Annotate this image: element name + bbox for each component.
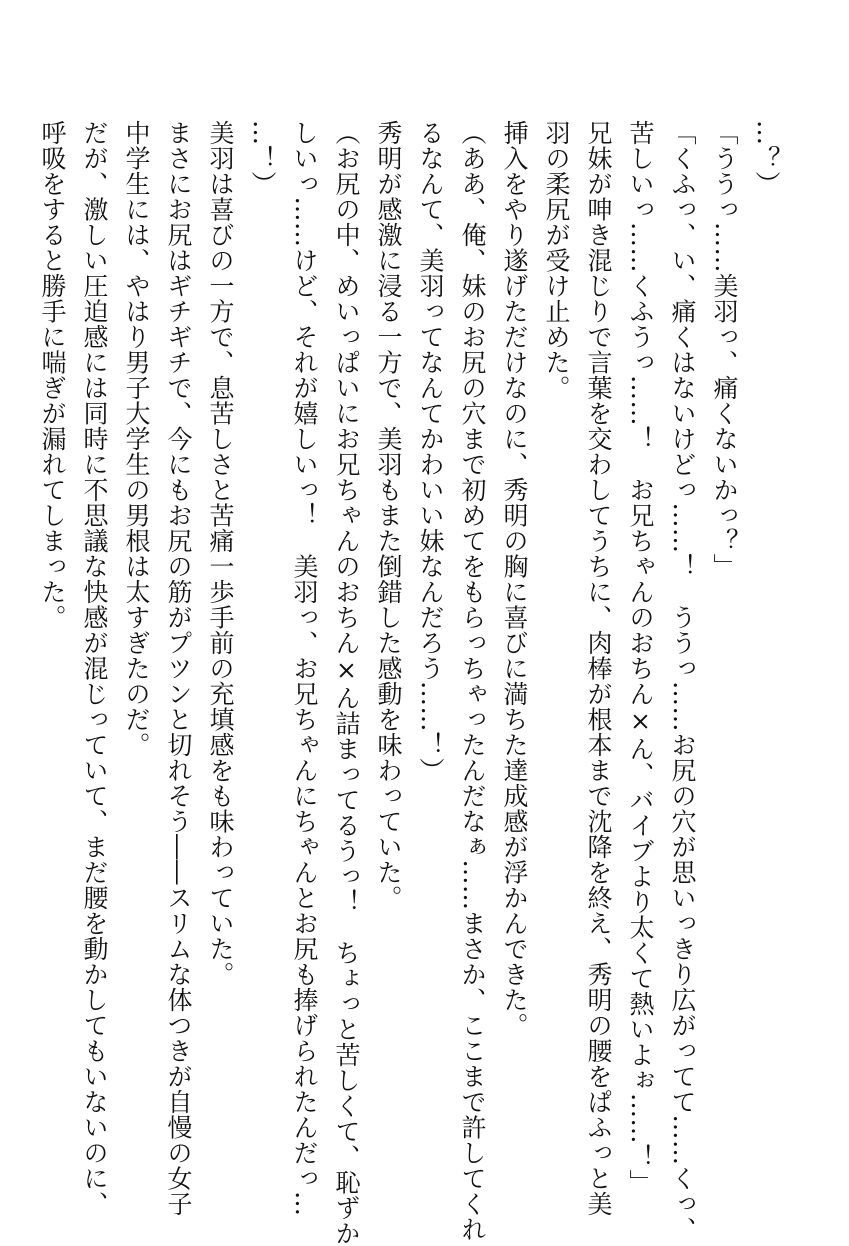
text-line-11: （お尻の中、めいっぱいにお兄ちゃんのおちん×ん詰まってるうっ！ ちょっと苦しくて、恥ずか [332, 120, 361, 1246]
text-line-18: 呼吸をすると勝手に喘ぎが漏れてしまった。 [38, 120, 67, 630]
text-line-4: 苦しいっ……くふうっ……！ お兄ちゃんのおちん×ん、バイブより太くて熱いよぉ……！」 [626, 120, 655, 1195]
text-line-3: 「くふっ、い、痛くはないけどっ……！ ううっ……お尻の穴が思いっきり広がってて……くっ、 [668, 120, 697, 1242]
text-line-16: 中学生には、やはり男子大学生の男根は太すぎたのだ。 [122, 120, 151, 758]
vertical-text-block [38, 120, 787, 1246]
text-line-8: （ああ、俺、妹のお尻の穴まで初めてをもらっちゃったんだなぁ……まさか、ここまで許してくれ [458, 120, 487, 1242]
text-line-6: 羽の柔尻が受け止めた。 [542, 120, 571, 401]
text-line-12: しいっ……けど、それが嬉しいっ！ 美羽っ、お兄ちゃんにちゃんとお尻も捧げられたんだっ… [290, 120, 319, 1217]
text-line-15: まさにお尻はギチギチで、今にもお尻の筋がプツンと切れそう――スリムな体つきが自慢の女子 [164, 120, 193, 1217]
text-line-17: だが、激しい圧迫感には同時に不思議な快感が混じっていて、まだ腰を動かしてもいないのに、 [80, 120, 109, 1217]
text-line-1: …？） [752, 120, 781, 197]
text-line-13: …！） [248, 120, 277, 197]
text-line-2: 「ううっ……美羽っ、痛くないかっ？」 [710, 120, 739, 579]
text-line-5: 兄妹が呻き混じりで言葉を交わしてうちに、肉棒が根本まで沈降を終え、秀明の腰をぱふっと美 [584, 120, 613, 1217]
text-line-7: 挿入をやり遂げただけなのに、秀明の胸に喜びに満ちた達成感が浮かんできた。 [500, 120, 529, 1038]
text-line-9: るなんて、美羽ってなんてかわいい妹なんだろう……！） [416, 120, 445, 783]
text-line-10: 秀明が感激に浸る一方で、美羽もまた倒錯した感動を味わっていた。 [374, 120, 403, 911]
text-line-14: 美羽は喜びの一方で、息苦しさと苦痛一歩手前の充填感をも味わっていた。 [206, 120, 235, 987]
